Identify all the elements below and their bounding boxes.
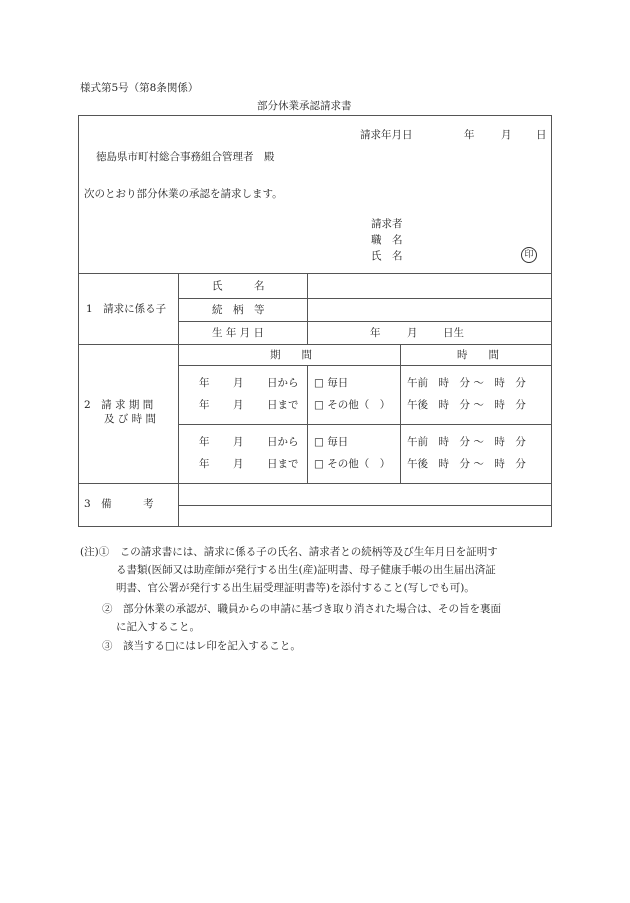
until-day-label: 日まで: [267, 399, 299, 411]
other-checkbox[interactable]: □ その他（ ）: [314, 458, 391, 470]
form-number-label: 様式第5号（第8条関係）: [80, 82, 199, 94]
until-month-label: 月: [233, 399, 244, 411]
from-month-label: 月: [233, 436, 244, 448]
time-header: 時 間: [457, 349, 499, 361]
until-year-label: 年: [199, 458, 210, 470]
from-day-label: 日から: [267, 436, 299, 448]
from-day-label: 日から: [267, 377, 299, 389]
note-line: ③ 該当する□にはレ印を記入すること。: [102, 640, 301, 652]
until-year-label: 年: [199, 399, 210, 411]
position-label: 職 名: [371, 234, 403, 246]
requester-label: 請求者: [371, 218, 403, 230]
pm-time-label: 午後 時 分 ～ 時 分: [407, 458, 526, 470]
daily-checkbox[interactable]: □ 毎日: [314, 436, 349, 448]
period-header: 期 間: [270, 349, 312, 361]
note-line: 明書、官公署が発行する出生届受理証明書等)を添付すること(写しでも可)。: [116, 582, 475, 594]
from-year-label: 年: [199, 377, 210, 389]
seal-mark-icon: 印: [521, 247, 537, 263]
remarks-label: 3 備 考: [84, 498, 154, 510]
request-year-label: 年: [464, 129, 475, 141]
child-name-label: 氏 名: [212, 280, 265, 292]
period-section-label: 2 請 求 期 間: [84, 399, 154, 411]
dob-month-label: 月: [407, 327, 418, 339]
request-month-label: 月: [501, 129, 512, 141]
child-dob-label: 生 年 月 日: [212, 327, 265, 339]
request-date-label: 請求年月日: [360, 129, 413, 141]
am-time-label: 午前 時 分 ～ 時 分: [407, 377, 526, 389]
requester-name-label: 氏 名: [371, 250, 403, 262]
note-line: ② 部分休業の承認が、職員からの申請に基づき取り消された場合は、その旨を裏面: [102, 603, 501, 615]
dob-day-label: 日生: [443, 327, 464, 339]
from-month-label: 月: [233, 377, 244, 389]
period-section-label-2: 及 び 時 間: [104, 413, 157, 425]
child-section-label: 1 請求に係る子: [86, 303, 167, 315]
addressee: 徳島県市町村総合事務組合管理者 殿: [96, 151, 275, 163]
until-day-label: 日まで: [267, 458, 299, 470]
from-year-label: 年: [199, 436, 210, 448]
note-line: (注)① この請求書には、請求に係る子の氏名、請求者との続柄等及び生年月日を証明す: [80, 546, 498, 558]
dob-year-label: 年: [370, 327, 381, 339]
note-line: に記入すること。: [116, 621, 200, 633]
request-day-label: 日: [536, 129, 547, 141]
pm-time-label: 午後 時 分 ～ 時 分: [407, 399, 526, 411]
note-line: る書類(医師又は助産師が発行する出生(産)証明書、母子健康手帳の出生届出済証: [116, 564, 496, 576]
am-time-label: 午前 時 分 ～ 時 分: [407, 436, 526, 448]
child-relation-label: 続 柄 等: [212, 304, 265, 316]
request-statement: 次のとおり部分休業の承認を請求します。: [84, 188, 283, 200]
page-title: 部分休業承認請求書: [257, 100, 352, 112]
daily-checkbox[interactable]: □ 毎日: [314, 377, 349, 389]
other-checkbox[interactable]: □ その他（ ）: [314, 399, 391, 411]
until-month-label: 月: [233, 458, 244, 470]
